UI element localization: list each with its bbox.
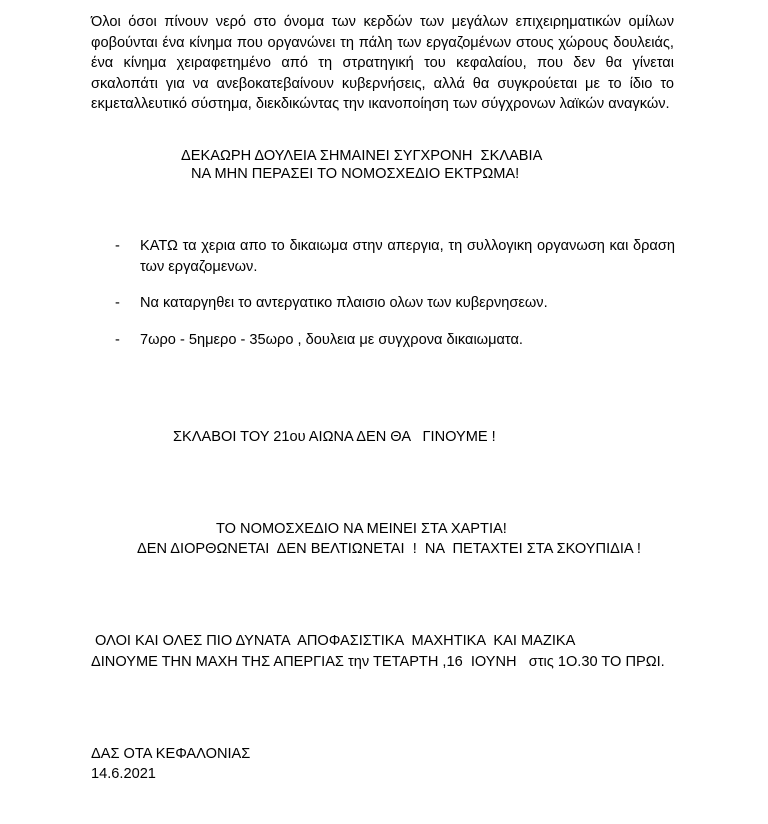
intro-paragraph: Όλοι όσοι πίνουν νερό στο όνομα των κερδών των μεγάλων επιχειρηματικών ομίλων φοβούνται ένα κίνημα που οργανώνει τη πάλη των εργαζομένων στους χώρους δουλειάς, ένα κίνημα χειραφετημένο από τη στρατηγική του κεφαλαίου, που δεν θα γίνεται σκαλοπάτι για να ανεβοκατεβαίνουν κυβερνήσεις, αλλά θα συγκρούεται με το ίδιο το εκμεταλλευτικό σύστημα, διεκδικώντας την ικανοποίηση των σύγχρονων λαϊκών αναγκών. [91,14,674,112]
bullet-dash-icon: - [115,331,120,348]
list-item [115,236,675,277]
heading2-line2: ΔΕΝ ΔΙΟΡΘΩΝΕΤΑΙ ΔΕΝ ΒΕΛΤΙΩΝΕΤΑΙ ! ΝΑ ΠΕΤΑΧΤΕΙ ΣΤΑ ΣΚΟΥΠΙΔΙΑ ! [137,541,641,557]
list-item-text: Να καταργηθει το αντεργατικο πλαισιο ολων των κυβερνησεων. [140,295,548,311]
list-item [115,293,675,314]
bullet-dash-icon: - [115,238,120,254]
call-line2: ΔΙΝΟΥΜΕ ΤΗΝ ΜΑΧΗ ΤΗΣ ΑΠΕΡΓΙΑΣ την ΤΕΤΑΡΤΗ ,16 ΙΟΥΝΗ στις 1Ο.30 ΤΟ ΠΡΩΙ. [91,654,665,670]
list-item [115,330,675,351]
heading2-line1: ΤΟ ΝΟΜΟΣΧΕΔΙΟ ΝΑ ΜΕΙΝΕΙ ΣΤΑ ΧΑΡΤΙΑ! [216,521,507,537]
heading1-line1: ΔΕΚΑΩΡΗ ΔΟΥΛΕΙΑ ΣΗΜΑΙΝΕΙ ΣΥΓΧΡΟΝΗ ΣΚΛΑΒΙΑ [181,148,543,164]
signature-date: 14.6.2021 [91,766,156,782]
list-item-text: ΚΑΤΩ τα χερια απο το δικαιωμα στην απεργια, τη συλλογικη οργανωση και δραση των εργαζομενων. [140,238,675,275]
signature-organization: ΔΑΣ ΟΤΑ ΚΕΦΑΛΟΝΙΑΣ [91,746,251,762]
demands-list [115,236,675,350]
heading1-line2: ΝΑ ΜΗΝ ΠΕΡΑΣΕΙ ΤΟ ΝΟΜΟΣΧΕΔΙΟ ΕΚΤΡΩΜΑ! [191,166,520,182]
slogan: ΣΚΛΑΒΟΙ ΤΟΥ 21ου ΑΙΩΝΑ ΔΕΝ ΘΑ ΓΙΝΟΥΜΕ ! [173,429,496,445]
call-line1: ΟΛΟΙ ΚΑΙ ΟΛΕΣ ΠΙΟ ΔΥΝΑΤΑ ΑΠΟΦΑΣΙΣΤΙΚΑ ΜΑΧΗΤΙΚΑ ΚΑΙ ΜΑΖΙΚΑ [91,633,576,649]
list-item-text: 7ωρο - 5ημερο - 35ωρο , δουλεια με συγχρονα δικαιωματα. [140,331,523,348]
bullet-dash-icon: - [115,295,120,311]
